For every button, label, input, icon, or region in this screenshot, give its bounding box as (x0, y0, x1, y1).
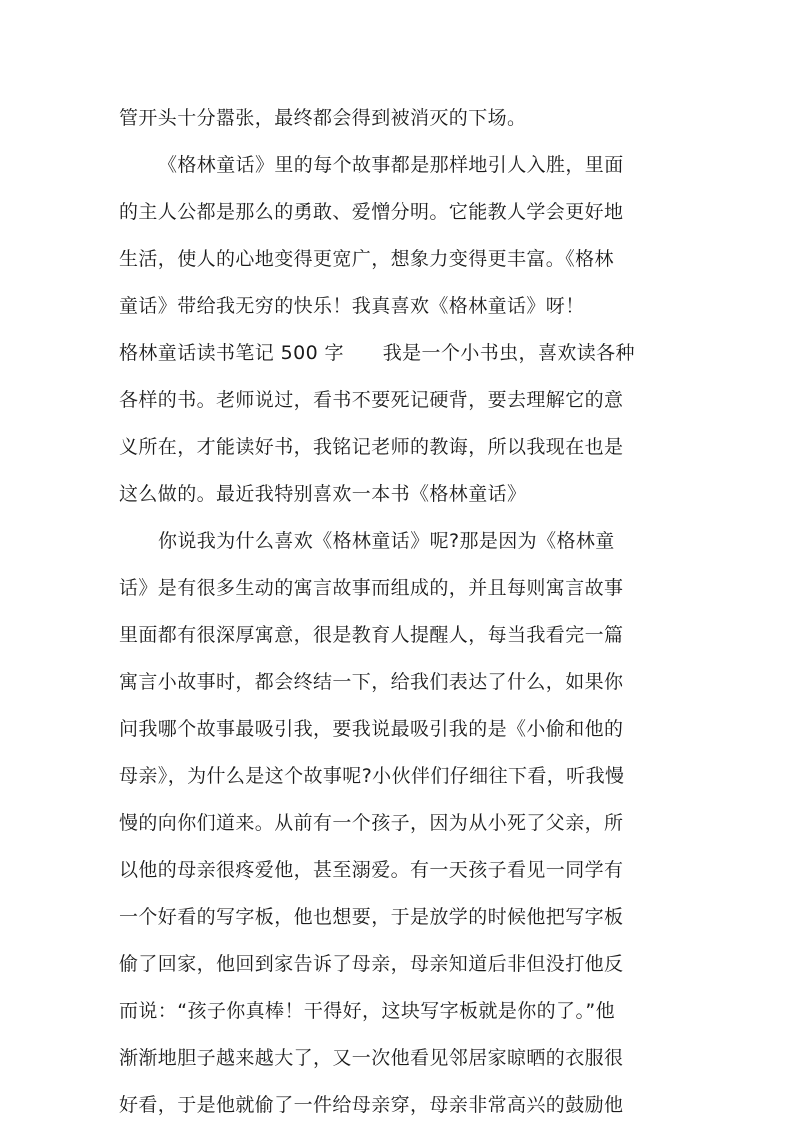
paragraph-start-line: 你说我为什么喜欢《格林童话》呢?那是因为《格林童 (158, 530, 615, 552)
text-line: 好看，于是他就偷了一件给母亲穿，母亲非常高兴的鼓励他 (119, 1094, 624, 1116)
section-heading-line: 格林童话读书笔记 500 字 我是一个小书虫，喜欢读各种 (119, 342, 635, 364)
text-line: 管开头十分嚣张，最终都会得到被消灭的下场。 (119, 107, 527, 129)
text-line: 话》是有很多生动的寓言故事而组成的，并且每则寓言故事 (119, 577, 624, 599)
text-line: 义所在，才能读好书，我铭记老师的教诲，所以我现在也是 (119, 436, 624, 458)
text-line: 偷了回家，他回到家告诉了母亲，母亲知道后非但没打他反 (119, 953, 624, 975)
text-line: 寓言小故事时，都会终结一下，给我们表达了什么，如果你 (119, 671, 624, 693)
text-line: 生活，使人的心地变得更宽广，想象力变得更丰富。《格林 (119, 248, 614, 270)
text-line: 各样的书。老师说过，看书不要死记硬背，要去理解它的意 (119, 389, 624, 411)
text-line: 慢的向你们道来。从前有一个孩子，因为从小死了父亲，所 (119, 812, 624, 834)
text-line: 问我哪个故事最吸引我，要我说最吸引我的是《小偷和他的 (119, 718, 624, 740)
paragraph-start-line: 《格林童话》里的每个故事都是那样地引人入胜，里面 (158, 154, 624, 176)
text-line: 以他的母亲很疼爱他，甚至溺爱。有一天孩子看见一同学有 (119, 859, 624, 881)
text-line: 一个好看的写字板，他也想要，于是放学的时候他把写字板 (119, 906, 624, 928)
text-line: 而说：“孩子你真棒！干得好，这块写字板就是你的了。”他 (119, 1000, 615, 1022)
text-line: 渐渐地胆子越来越大了，又一次他看见邻居家晾晒的衣服很 (119, 1047, 624, 1069)
text-line: 这么做的。最近我特别喜欢一本书《格林童话》 (119, 483, 527, 505)
text-line: 里面都有很深厚寓意，很是教育人提醒人，每当我看完一篇 (119, 624, 624, 646)
text-line: 童话》带给我无穷的快乐！我真喜欢《格林童话》呀！ (119, 295, 585, 317)
text-line: 的主人公都是那么的勇敢、爱憎分明。它能教人学会更好地 (119, 201, 624, 223)
text-line: 母亲》，为什么是这个故事呢?小伙伴们仔细往下看，听我慢 (119, 765, 625, 787)
